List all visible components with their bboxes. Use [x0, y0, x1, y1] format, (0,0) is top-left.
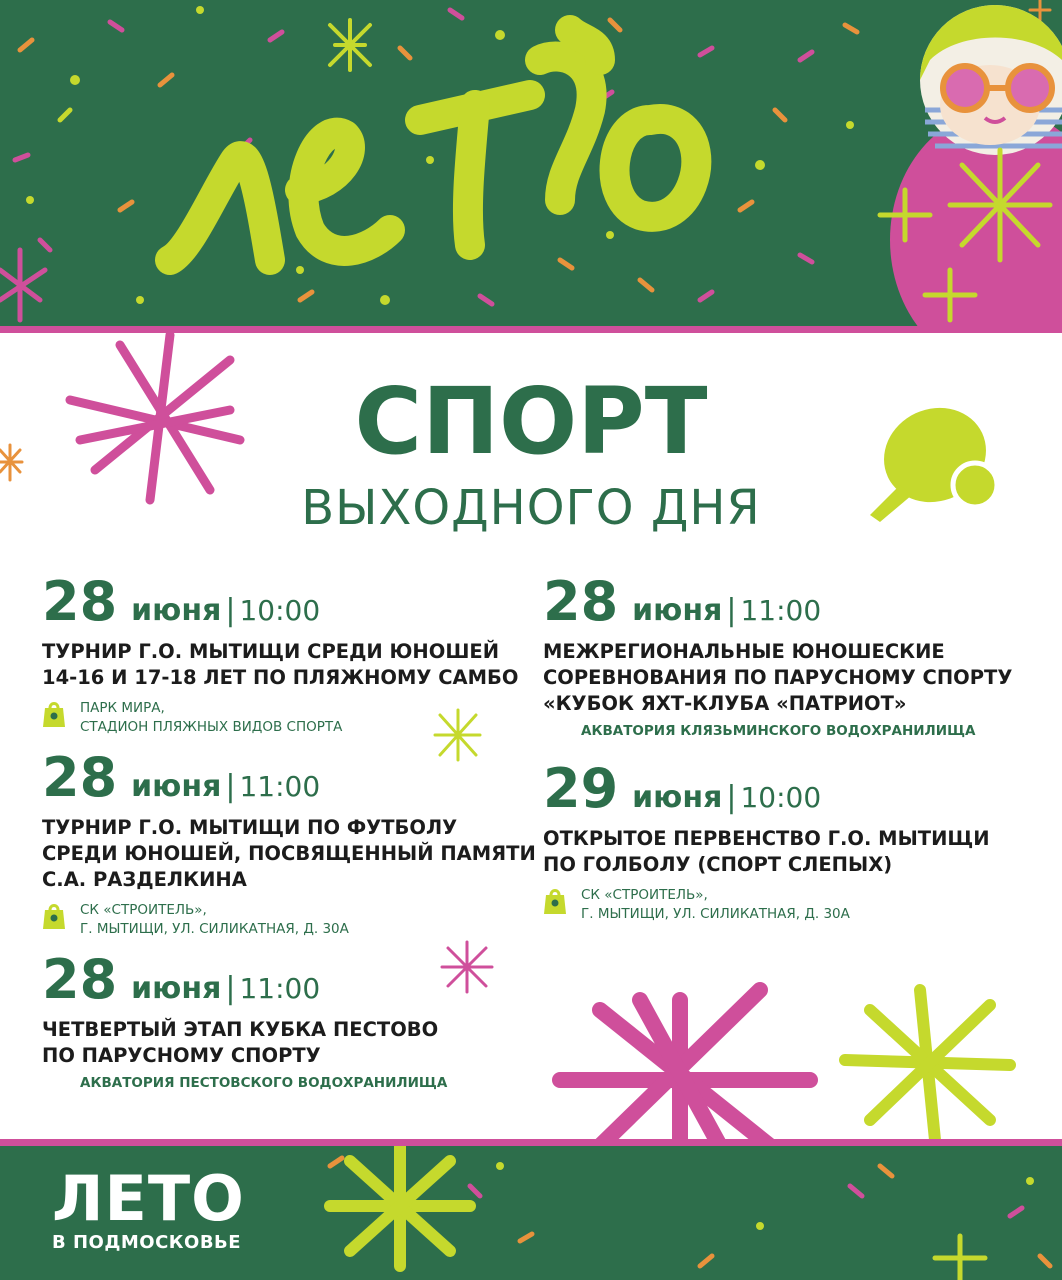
- page-subtitle: ВЫХОДНОГО ДНЯ: [301, 480, 761, 536]
- event-title-line: ПО ГОЛБОЛУ (СПОРТ СЛЕПЫХ): [543, 853, 893, 876]
- event-title-line: СОРЕВНОВАНИЯ ПО ПАРУСНОМУ СПОРТУ: [543, 666, 1013, 689]
- header-stripe: [0, 326, 1062, 333]
- location-line: СК «СТРОИТЕЛЬ»,: [581, 887, 708, 903]
- event-title: [42, 1017, 447, 1069]
- leto-lettering: [170, 30, 696, 260]
- event-card-5: [543, 757, 990, 924]
- event-title: [42, 639, 518, 691]
- event-title: [42, 815, 536, 893]
- event-month: июня: [131, 593, 222, 628]
- event-title-line: ОТКРЫТОЕ ПЕРВЕНСТВО Г.О. МЫТИЩИ: [543, 827, 990, 850]
- location-pin-icon: [543, 887, 567, 915]
- event-time: 11:00: [239, 972, 321, 1005]
- event-date: [42, 948, 447, 1011]
- event-separator: |: [726, 593, 737, 628]
- brand-word: ЛЕТО: [52, 1162, 245, 1235]
- location-line: Г. МЫТИЩИ, УЛ. СИЛИКАТНАЯ, Д. 30А: [80, 921, 349, 937]
- event-time: 10:00: [239, 594, 321, 627]
- event-day: 28: [42, 948, 118, 1011]
- event-title-line: МЕЖРЕГИОНАЛЬНЫЕ ЮНОШЕСКИЕ: [543, 640, 945, 663]
- footer-band: [0, 1146, 1062, 1280]
- event-time: 11:00: [239, 770, 321, 803]
- location-line: Г. МЫТИЩИ, УЛ. СИЛИКАТНАЯ, Д. 30А: [581, 906, 850, 922]
- location-pin-icon: [42, 700, 66, 728]
- event-title: [543, 826, 990, 878]
- brand-logo: [52, 1162, 245, 1253]
- doll-illustration: [880, 5, 1062, 326]
- event-card-2: [42, 746, 536, 939]
- footer-stripe: [0, 1139, 1062, 1146]
- event-month: июня: [632, 593, 723, 628]
- event-day: 28: [42, 570, 118, 633]
- event-title-line: ТУРНИР Г.О. МЫТИЩИ ПО ФУТБОЛУ: [42, 816, 458, 839]
- event-location: АКВАТОРИЯ КЛЯЗЬМИНСКОГО ВОДОХРАНИЛИЩА: [581, 723, 976, 739]
- event-separator: |: [225, 593, 236, 628]
- event-separator: |: [225, 971, 236, 1006]
- event-date: [42, 570, 518, 633]
- event-month: июня: [131, 769, 222, 804]
- event-day: 29: [543, 757, 619, 820]
- event-day: 28: [543, 570, 619, 633]
- event-title-line: «КУБОК ЯХТ-КЛУБА «ПАТРИОТ»: [543, 692, 907, 715]
- event-title-line: 14-16 И 17-18 ЛЕТ ПО ПЛЯЖНОМУ САМБО: [42, 666, 519, 689]
- brand-sub: В ПОДМОСКОВЬЕ: [52, 1232, 242, 1253]
- event-title-line: ТУРНИР Г.О. МЫТИЩИ СРЕДИ ЮНОШЕЙ: [42, 640, 500, 663]
- event-title-line: ПО ПАРУСНОМУ СПОРТУ: [42, 1044, 321, 1067]
- event-month: июня: [632, 780, 723, 815]
- event-location: [543, 886, 990, 924]
- location-line: ПАРК МИРА,: [80, 700, 165, 716]
- page-title: СПОРТ: [354, 368, 708, 475]
- event-month: июня: [131, 971, 222, 1006]
- event-location: [42, 699, 518, 737]
- event-card-3: [42, 948, 447, 1091]
- location-line: СТАДИОН ПЛЯЖНЫХ ВИДОВ СПОРТА: [80, 719, 343, 735]
- event-card-1: [42, 570, 518, 737]
- event-title: [543, 639, 1012, 717]
- event-separator: |: [225, 769, 236, 804]
- event-title-line: СРЕДИ ЮНОШЕЙ, ПОСВЯЩЕННЫЙ ПАМЯТИ: [42, 842, 536, 865]
- header-band: [0, 0, 1062, 326]
- event-location: АКВАТОРИЯ ПЕСТОВСКОГО ВОДОХРАНИЛИЩА: [80, 1075, 448, 1091]
- event-date: [42, 746, 536, 809]
- header-decor: [0, 0, 1062, 326]
- event-title-line: ЧЕТВЕРТЫЙ ЭТАП КУБКА ПЕСТОВО: [42, 1018, 439, 1041]
- event-time: 10:00: [740, 781, 822, 814]
- event-separator: |: [726, 780, 737, 815]
- event-card-4: [543, 570, 1012, 739]
- event-date: [543, 570, 1012, 633]
- location-pin-icon: [42, 902, 66, 930]
- event-day: 28: [42, 746, 118, 809]
- event-location: [42, 901, 536, 939]
- event-title-line: С.А. РАЗДЕЛКИНА: [42, 868, 247, 891]
- event-time: 11:00: [740, 594, 822, 627]
- location-line: СК «СТРОИТЕЛЬ»,: [80, 902, 207, 918]
- event-date: [543, 757, 990, 820]
